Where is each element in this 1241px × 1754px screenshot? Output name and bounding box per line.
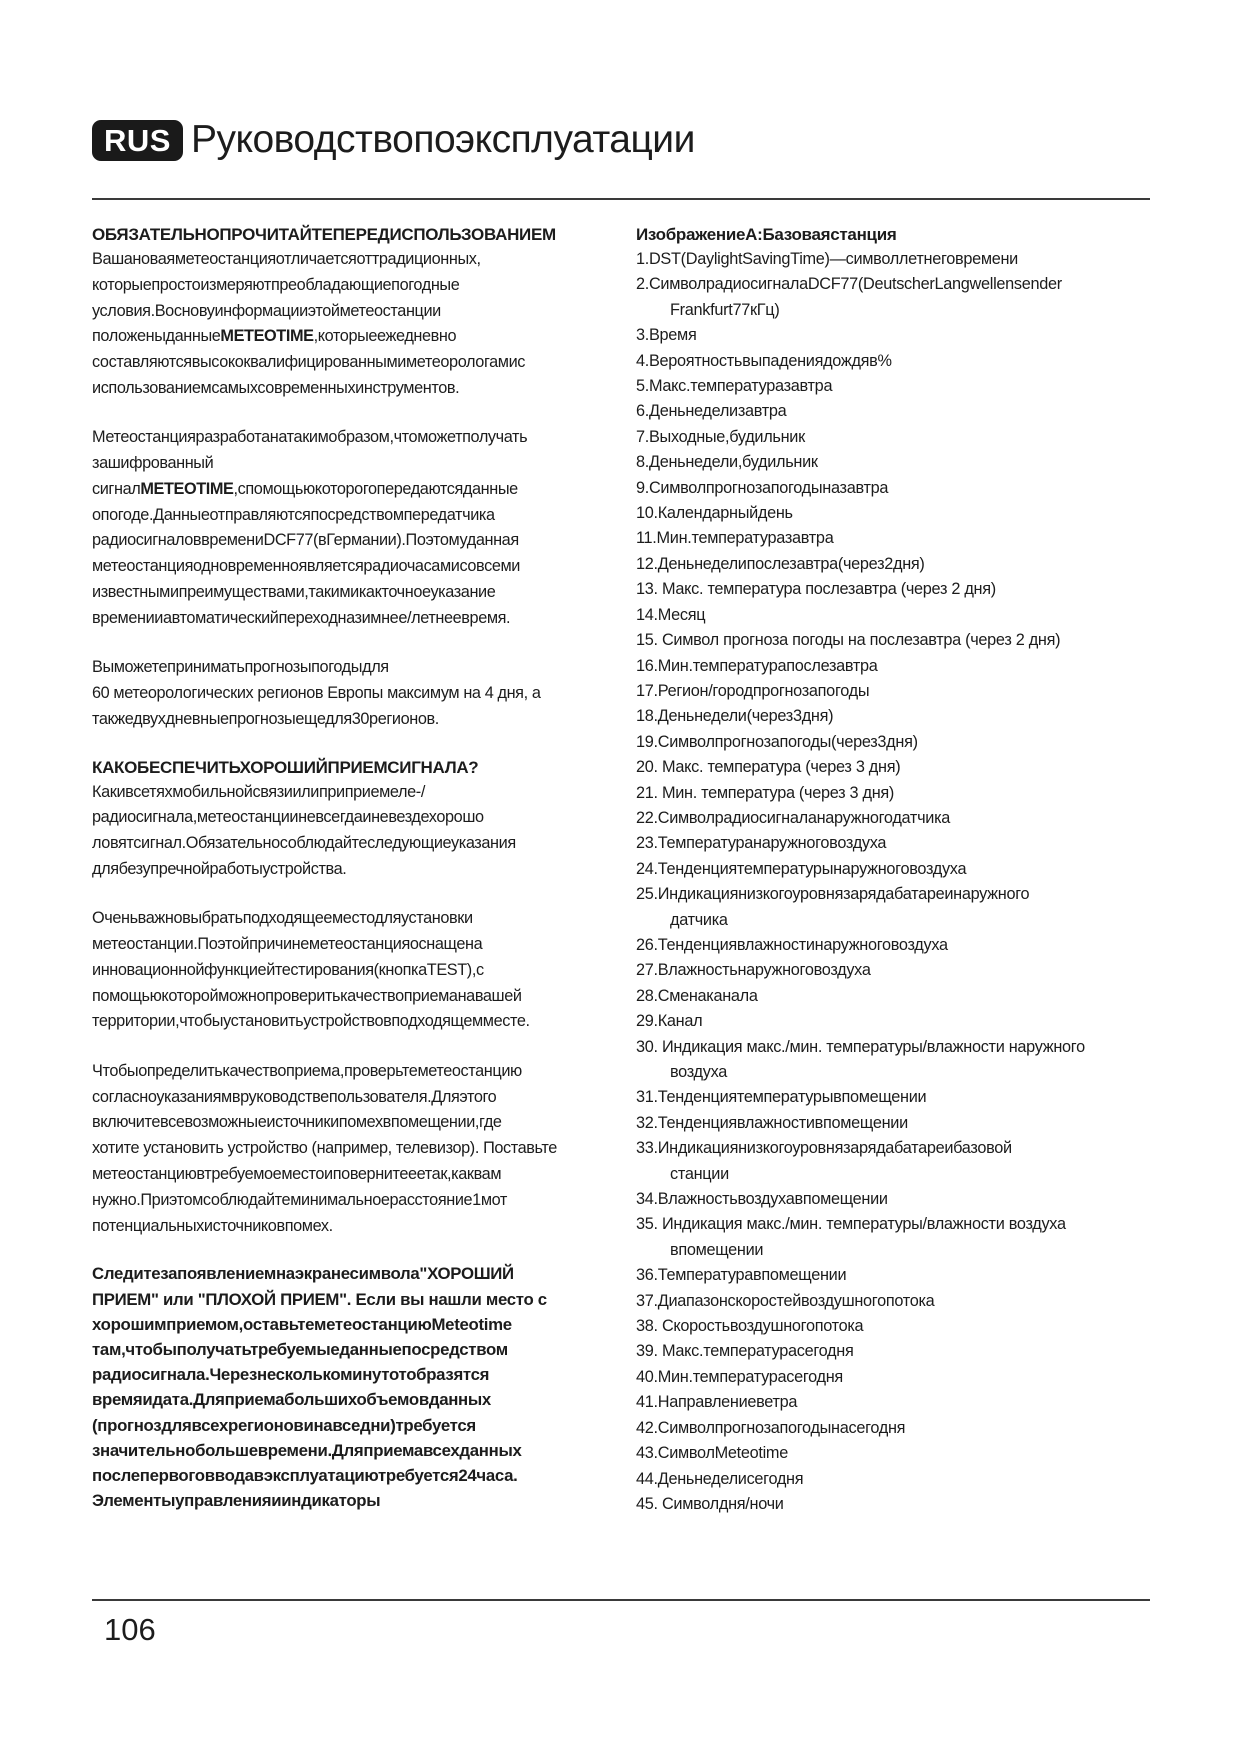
left-column	[92, 222, 612, 1513]
intro-paragraph: Вашановаяметеостанцияотличаетсяоттрадиционных, которыепростоизмеряютпреобладающиепогодные условия.Восновуинформацииэтойметеостанции положеныданныеMETEOTIME,которыеежедневно составляютсявысококвалифицированнымиметеорологамис использованиемсамыхсовременныхинструментов.	[92, 250, 526, 397]
legend-item: 25.Индикациянизкогоуровнязарядабатареинаружного датчика	[636, 885, 1030, 929]
legend-item: 3.Время	[636, 326, 697, 345]
page-number: 106	[104, 1612, 156, 1647]
legend-item: 31.Тенденциятемпературывпомещении	[636, 1088, 927, 1107]
figure-a-heading: ИзображениеА:Базоваястанция	[636, 225, 897, 244]
legend-item: 14.Месяц	[636, 605, 706, 624]
brand-meteotime: METEOTIME	[140, 479, 234, 498]
legend-item: 43.СимволMeteotime	[636, 1444, 788, 1463]
legend-item: 24.Тенденциятемпературынаружноговоздуха	[636, 859, 967, 878]
quality-paragraph: Чтобыопределитькачествоприема,проверьтеметеостанцию согласноуказаниямвруководствепользователя.Дляэтого включитевсевозможныеисточникипомехвпомещении,где хотите установить устройство (например, телевизор). Поставьте метеостанциювтребуемоеместоиповернитееетак,каквам нужно.Приэтомсоблюдайтеминимальноерасстояние1мот потенциальныхисточниковпомех.	[92, 1061, 557, 1235]
legend-item: 37.Диапазонскоростейвоздушногопотока	[636, 1291, 935, 1310]
section-heading-read-before-use: ОБЯЗАТЕЛЬНОПРОЧИТАЙТЕПЕРЕДИСПОЛЬЗОВАНИЕМ	[92, 225, 556, 244]
legend-item: 5.Макс.температуразавтра	[636, 377, 833, 396]
legend-item: 17.Регион/городпрогнозапогоды	[636, 681, 870, 700]
legend-item: 12.Деньнеделипослезавтра(через2дня)	[636, 554, 925, 573]
legend-item: 36.Температуравпомещении	[636, 1266, 847, 1285]
reception-paragraph: Какивсетяхмобильнойсвязиилиприприемеле-/ радиосигнала,метеостанцииневсегдаиневездехорошо ловятсигнал.Обязательнособлюдайтеследующиеуказания длябезупречнойработыустройства.	[92, 782, 516, 878]
legend-item: 16.Мин.температурапослезавтра	[636, 656, 878, 675]
legend-item: 6.Деньнеделизавтра	[636, 402, 787, 421]
legend-item: 33.Индикациянизкогоуровнязарядабатареибазовой станции	[636, 1139, 1012, 1183]
legend-item: 32.Тенденциявлажностивпомещении	[636, 1113, 908, 1132]
forecast-paragraph: Выможетеприниматьпрогнозыпогодыдля 60 метеорологических регионов Европы максимум на 4 дня, а такжедвухдневныепрогнозыещедля30регионов.	[92, 658, 541, 728]
legend-item: 35. Индикация макс./мин. температуры/влажности воздуха впомещении	[636, 1215, 1066, 1259]
legend-item: 30. Индикация макс./мин. температуры/влажности наружного воздуха	[636, 1037, 1085, 1081]
language-badge: RUS	[92, 120, 183, 161]
legend-item: 20. Макс. температура (через 3 дня)	[636, 758, 901, 777]
legend-item: 8.Деньнедели,будильник	[636, 453, 818, 472]
page-header	[92, 118, 695, 162]
legend-item: 18.Деньнедели(через3дня)	[636, 707, 834, 726]
legend-item: 19.Символпрогнозапогоды(через3дня)	[636, 732, 918, 751]
brand-meteotime: METEOTIME	[220, 327, 314, 346]
legend-item: 11.Мин.температуразавтра	[636, 529, 834, 548]
legend-item: 38. Скоростьвоздушногопотока	[636, 1317, 864, 1336]
legend-item: 15. Символ прогноза погоды на послезавтра (через 2 дня)	[636, 631, 1061, 650]
legend-item: 29.Канал	[636, 1012, 703, 1031]
legend-item: 2.СимволрадиосигналаDCF77(DeutscherLangwellensender Frankfurt77кГц)	[636, 275, 1062, 319]
reception-symbol-paragraph: Следитезапоявлениемнаэкранесимвола"ХОРОШИЙ ПРИЕМ" или "ПЛОХОЙ ПРИЕМ". Если вы нашли место с хорошимприемом,оставьтеметеостанциюMeteotime там,чтобыполучатьтребуемыеданныепосредством радиосигнала.Черезнесколькоминутотобразятся времяидата.Дляприемабольшихобъемовданных (прогноздлявсехрегионовинавседни)требуется значительнобольшевремени.Дляприемавсехданных послепервоговводавэксплуатациютребуется24часа. Элементыуправленияииндикаторы	[92, 1264, 547, 1511]
legend-item: 26.Тенденциявлажностинаружноговоздуха	[636, 935, 948, 954]
page-title: Руководствопоэксплуатации	[190, 118, 695, 161]
legend-item: 21. Мин. температура (через 3 дня)	[636, 783, 895, 802]
legend-item: 7.Выходные,будильник	[636, 427, 805, 446]
legend-item: 10.Календарныйдень	[636, 504, 793, 523]
legend-item: 22.Символрадиосигналанаружногодатчика	[636, 808, 951, 827]
legend-item: 23.Температуранаружноговоздуха	[636, 834, 887, 853]
legend-item: 9.Символпрогнозапогодыназавтра	[636, 478, 889, 497]
location-paragraph: Оченьважновыбратьподходящееместодляустановки метеостанции.Поэтойпричинеметеостанцияоснащена инновационнойфункциейтестирования(кнопкаTEST),с помощьюкоторойможнопроверитькачествоприеманавашей территории,чтобыустановитьустройствовподходящемместе.	[92, 909, 530, 1031]
header-divider	[92, 198, 1150, 200]
legend-item: 34.Влажностьвоздухавпомещении	[636, 1190, 888, 1209]
right-column	[636, 222, 1156, 1517]
signal-paragraph: Метеостанцияразработанатакимобразом,чтоможетполучать зашифрованный сигналMETEOTIME,спомощьюкоторогопередаютсяданные опогоде.Данныеотправляютсяпосредствомпередатчика радиосигналоввремениDCF77(вГермании).Поэтомуданная метеостанцияодновременноявляетсярадиочасамисовсеми известнымипреимуществами,такимикакточноеуказание временииавтоматическийпереходназимнее/летнеевремя.	[92, 428, 528, 627]
legend-item: 39. Макс.температурасегодня	[636, 1342, 854, 1361]
legend-item: 1.DST(DaylightSavingTime)—символлетнеговремени	[636, 250, 1018, 268]
legend-item: 44.Деньнеделисегодня	[636, 1469, 804, 1488]
legend-item: 4.Вероятностьвыпадениядождяв%	[636, 351, 892, 370]
base-station-legend-list	[636, 247, 1156, 1517]
legend-item: 45. Символдня/ночи	[636, 1494, 784, 1513]
footer-divider	[92, 1599, 1150, 1601]
legend-item: 13. Макс. температура послезавтра (через 2 дня)	[636, 580, 996, 599]
legend-item: 41.Направлениеветра	[636, 1393, 798, 1412]
legend-item: 28.Сменаканала	[636, 986, 758, 1005]
section-heading-good-reception: КАКОБЕСПЕЧИТЬХОРОШИЙПРИЕМСИГНАЛА?	[92, 757, 479, 777]
legend-item: 42.Символпрогнозапогодынасегодня	[636, 1418, 906, 1437]
legend-item: 40.Мин.температурасегодня	[636, 1367, 843, 1386]
legend-item: 27.Влажностьнаружноговоздуха	[636, 961, 871, 980]
